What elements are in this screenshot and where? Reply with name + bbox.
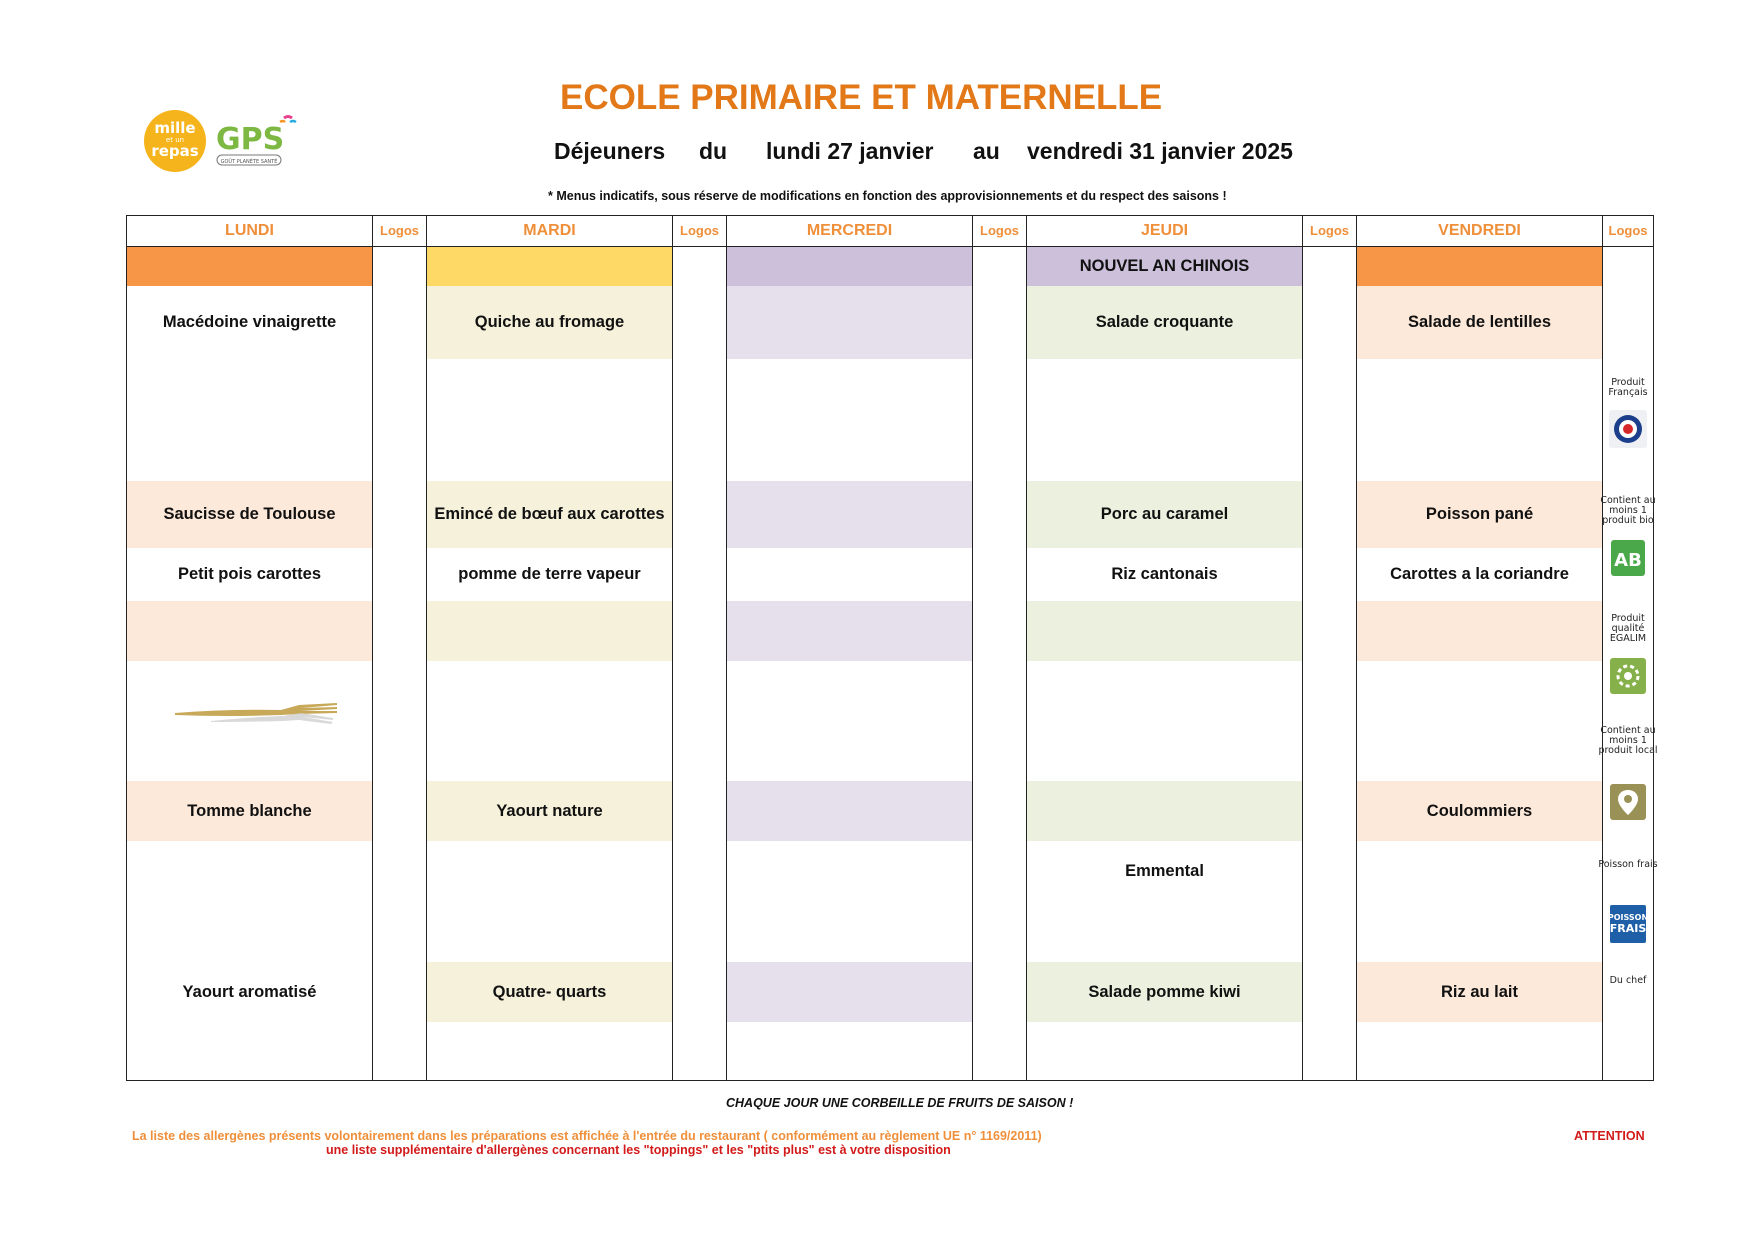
svg-text:POISSON: POISSON bbox=[1608, 913, 1648, 922]
lundi-dessert: Yaourt aromatisé bbox=[182, 982, 317, 1001]
column-header-logos: Logos bbox=[380, 223, 419, 238]
legend-bio-label: Contient au moins 1 produit bio bbox=[1600, 495, 1656, 526]
jeudi-band bbox=[1027, 601, 1302, 661]
subtitle-dejeuners: Déjeuners bbox=[554, 138, 666, 164]
mercredi-band bbox=[727, 247, 972, 286]
legend-local-label: Contient au moins 1 produit local bbox=[1598, 725, 1658, 756]
bio-ab-icon bbox=[1608, 538, 1648, 578]
jeudi-entree: Salade croquante bbox=[1095, 313, 1234, 331]
column-divider bbox=[972, 216, 973, 1080]
vendredi-band bbox=[1357, 247, 1602, 286]
jeudi-band bbox=[1027, 781, 1302, 841]
allergens-toppings-notice: une liste supplémentaire d'allergènes concernant les "toppings" et les "ptits plus" est à votre disposition bbox=[326, 1143, 951, 1157]
vendredi-entree: Salade de lentilles bbox=[1407, 313, 1552, 331]
subtitle-start-date: lundi 27 janvier bbox=[766, 138, 934, 164]
local-pin-icon bbox=[1608, 782, 1648, 822]
logo-text: mille bbox=[154, 119, 196, 137]
mardi-band bbox=[427, 601, 672, 661]
mille-et-un-repas-logo bbox=[144, 110, 206, 172]
produit-francais-icon bbox=[1608, 409, 1648, 449]
vendredi-plat: Poisson pané bbox=[1425, 505, 1534, 523]
column-divider bbox=[726, 216, 727, 1080]
svg-text:GPS: GPS bbox=[216, 122, 285, 157]
jeudi-dessert: Salade pomme kiwi bbox=[1088, 982, 1241, 1001]
column-header-logos: Logos bbox=[1310, 223, 1349, 238]
legend-produit-francais-label: Produit Français bbox=[1608, 377, 1648, 398]
legend-du-chef-label: Du chef bbox=[1609, 975, 1647, 986]
lundi-fromage: Tomme blanche bbox=[187, 801, 312, 820]
lundi-band bbox=[127, 247, 372, 286]
column-divider bbox=[672, 216, 673, 1080]
vendredi-fromage: Coulommiers bbox=[1426, 801, 1533, 820]
column-header-logos: Logos bbox=[680, 223, 719, 238]
column-header-mercredi: MERCREDI bbox=[806, 222, 893, 239]
lundi-entree: Macédoine vinaigrette bbox=[162, 313, 337, 331]
menu-note: * Menus indicatifs, sous réserve de modifications en fonction des approvisionnements et du respect des saisons ! bbox=[548, 189, 1227, 203]
menu-table bbox=[126, 215, 1658, 1081]
fruits-notice: CHAQUE JOUR UNE CORBEILLE DE FRUITS DE SAISON ! bbox=[726, 1096, 1074, 1110]
mardi-entree: Quiche au fromage bbox=[474, 313, 625, 331]
mercredi-band bbox=[727, 601, 972, 661]
fork-icon bbox=[171, 686, 341, 726]
column-header-jeudi: JEUDI bbox=[1140, 222, 1189, 239]
column-divider bbox=[372, 216, 373, 1080]
poisson-frais-icon bbox=[1608, 904, 1648, 944]
legend-egalim-label: Produit qualité EGALIM bbox=[1609, 613, 1647, 644]
egalim-icon bbox=[1608, 656, 1648, 696]
mardi-plat: Emincé de bœuf aux carottes bbox=[434, 505, 665, 523]
column-header-vendredi: VENDREDI bbox=[1438, 222, 1521, 239]
lundi-band bbox=[127, 601, 372, 661]
vendredi-band bbox=[1357, 601, 1602, 661]
gps-logo bbox=[214, 113, 300, 171]
subtitle-end-date: vendredi 31 janvier 2025 bbox=[1027, 138, 1293, 164]
column-header-mardi: MARDI bbox=[523, 222, 576, 239]
mercredi-band bbox=[727, 481, 972, 548]
logo-text: et un bbox=[165, 136, 185, 144]
svg-text:FRAIS: FRAIS bbox=[1609, 922, 1647, 935]
mardi-fromage: Yaourt nature bbox=[496, 801, 603, 820]
legend-poisson-frais-label: Poisson frais bbox=[1598, 859, 1658, 870]
lundi-accompagnement: Petit pois carottes bbox=[177, 565, 322, 583]
vendredi-accompagnement: Carottes a la coriandre bbox=[1390, 565, 1569, 583]
mardi-dessert: Quatre- quarts bbox=[492, 982, 607, 1001]
jeudi-accompagnement: Riz cantonais bbox=[1111, 565, 1218, 583]
lundi-plat: Saucisse de Toulouse bbox=[163, 505, 336, 523]
mardi-band bbox=[427, 247, 672, 286]
column-header-lundi: LUNDI bbox=[225, 222, 274, 239]
column-divider bbox=[1602, 216, 1603, 1080]
mercredi-band bbox=[727, 286, 972, 359]
jeudi-fromage: Emmental bbox=[1125, 861, 1204, 880]
header-divider bbox=[127, 246, 1653, 247]
jeudi-theme: NOUVEL AN CHINOIS bbox=[1079, 257, 1250, 275]
attention-label: ATTENTION bbox=[1574, 1129, 1645, 1143]
mardi-accompagnement: pomme de terre vapeur bbox=[458, 565, 641, 583]
subtitle-du: du bbox=[699, 138, 728, 164]
allergens-notice: La liste des allergènes présents volontairement dans les préparations est affichée à l'entrée du restaurant ( conformément au règlement UE n° 1169/2011) bbox=[132, 1129, 1042, 1143]
vendredi-dessert: Riz au lait bbox=[1440, 982, 1518, 1001]
jeudi-plat: Porc au caramel bbox=[1100, 505, 1229, 523]
column-divider bbox=[1302, 216, 1303, 1080]
subtitle-au: au bbox=[973, 138, 1000, 164]
svg-text:AB: AB bbox=[1614, 550, 1642, 571]
column-header-logos: Logos bbox=[980, 223, 1019, 238]
mercredi-band bbox=[727, 962, 972, 1022]
page-title: ECOLE PRIMAIRE ET MATERNELLE bbox=[560, 78, 1163, 117]
mercredi-band bbox=[727, 781, 972, 841]
svg-text:GOÛT PLANÈTE SANTÉ: GOÛT PLANÈTE SANTÉ bbox=[220, 159, 278, 165]
logo-text: repas bbox=[151, 142, 199, 160]
column-header-logos: Logos bbox=[1608, 223, 1648, 238]
